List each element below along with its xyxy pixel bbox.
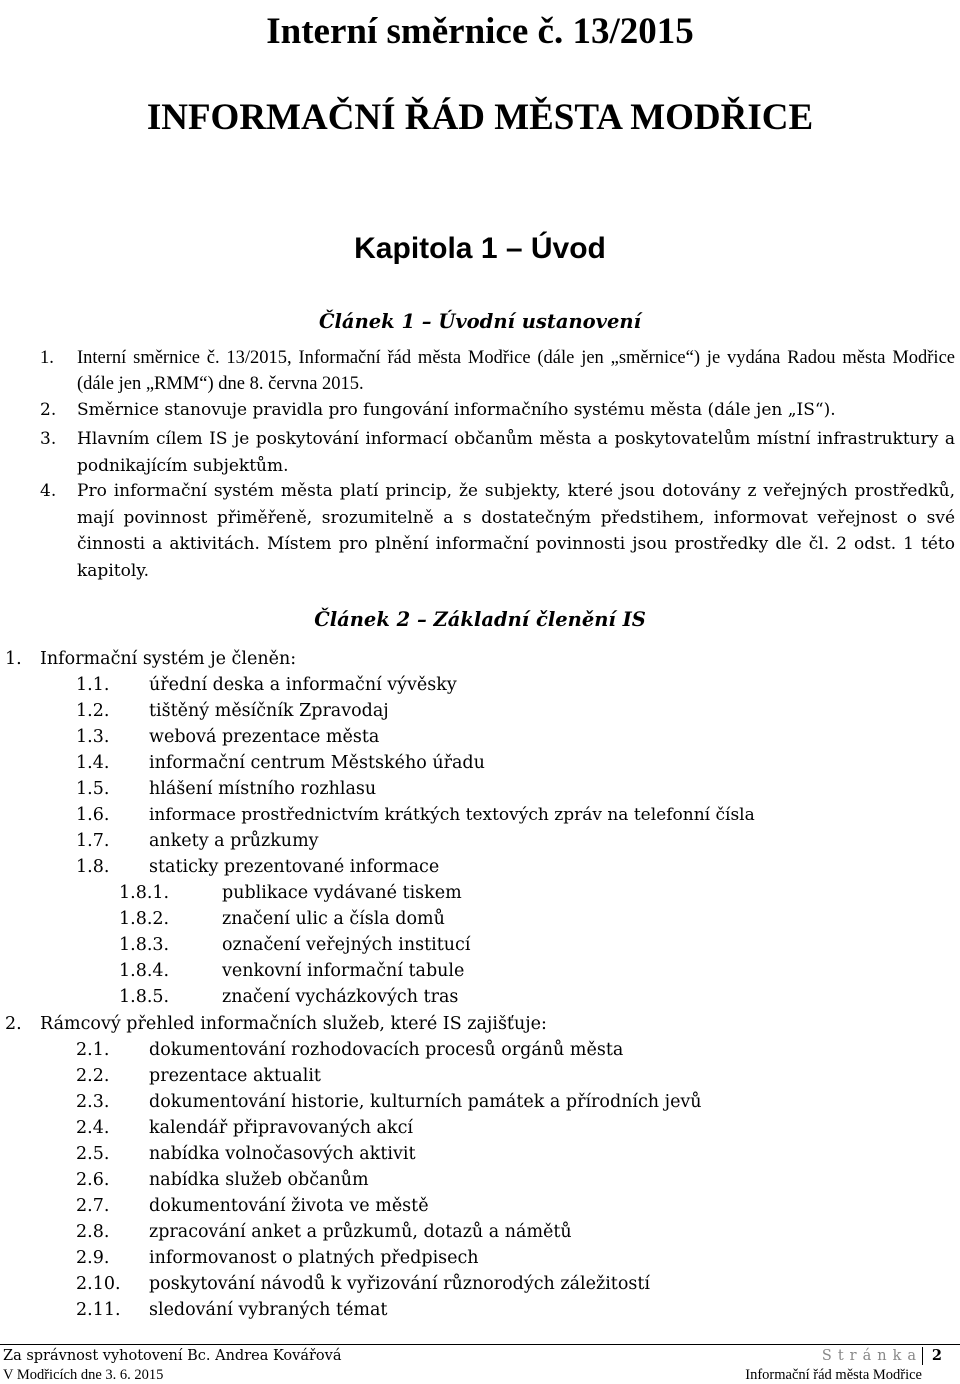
item-number: 2.4. — [76, 1118, 110, 1138]
chapter-heading: Kapitola 1 – Úvod — [354, 232, 606, 265]
item-text: kalendář připravovaných akcí — [149, 1118, 413, 1138]
article-1-heading: Článek 1 – Úvodní ustanovení — [319, 310, 641, 333]
item-number: 1.8.2. — [119, 909, 170, 929]
item-text: venkovní informační tabule — [222, 961, 465, 981]
article-1-paragraph-4 — [40, 478, 955, 584]
item-text: informace prostřednictvím krátkých textových zpráv na telefonní čísla — [149, 805, 755, 825]
item-number: 2.11. — [76, 1300, 121, 1320]
item-number: 1.4. — [76, 753, 110, 773]
item-number: 2.1. — [76, 1040, 110, 1060]
item-number: 1.8.4. — [119, 961, 170, 981]
item-text: značení vycházkových tras — [222, 987, 459, 1007]
item-text: hlášení místního rozhlasu — [149, 779, 377, 799]
item-text: prezentace aktualit — [149, 1066, 321, 1086]
item-number: 2.6. — [76, 1170, 110, 1190]
item-number: 2.5. — [76, 1144, 110, 1164]
paragraph-text: Interní směrnice č. 13/2015, Informační řád města Modřice (dále jen „směrnice“) je vydána Radou města Modřice (dále jen „RMM“) dne 8. června 2015. — [77, 348, 955, 394]
section-title: Rámcový přehled informačních služeb, které IS zajišťuje: — [40, 1014, 547, 1034]
item-text: nabídka služeb občanům — [149, 1170, 369, 1190]
item-text: dokumentování rozhodovacích procesů orgánů města — [149, 1040, 624, 1060]
paragraph-number: 1. — [40, 348, 54, 368]
page-number: 2 — [931, 1347, 942, 1364]
item-number: 1.6. — [76, 805, 110, 825]
footer-page-label — [822, 1347, 922, 1365]
page-separator — [922, 1347, 923, 1365]
item-number: 1.8. — [76, 857, 110, 877]
item-number: 1.8.5. — [119, 987, 170, 1007]
item-number: 2.8. — [76, 1222, 110, 1242]
item-number: 1.8.3. — [119, 935, 170, 955]
article-1-paragraph-2 — [40, 397, 955, 424]
section-title: Informační systém je členěn: — [40, 649, 297, 669]
paragraph-number: 3. — [40, 429, 57, 449]
item-number: 2.7. — [76, 1196, 110, 1216]
item-number: 1.3. — [76, 727, 110, 747]
item-text: úřední deska a informační vývěsky — [149, 675, 457, 695]
page-label: Stránka — [821, 1348, 922, 1364]
article-1-paragraph-1 — [40, 345, 955, 397]
item-text: zpracování anket a průzkumů, dotazů a námětů — [149, 1222, 572, 1242]
article-2-heading: Článek 2 – Základní členění IS — [314, 608, 646, 631]
item-text: ankety a průzkumy — [149, 831, 319, 851]
article-1-paragraph-3 — [40, 426, 955, 479]
paragraph-text: Pro informační systém města platí princip, že subjekty, které jsou dotovány z veřejných prostředků, mají povinnost přiměřeně, srozumitelně a s dostatečným předstihem, informovat veřejnost o své činnosti a aktivitách. Místem pro plnění informační povinnosti jsou prostředky dle čl. 2 odst. 1 této kapitoly. — [77, 481, 955, 581]
item-number: 2.9. — [76, 1248, 110, 1268]
item-text: značení ulic a čísla domů — [222, 909, 445, 929]
item-text: dokumentování historie, kulturních památek a přírodních jevů — [149, 1092, 702, 1112]
item-text: dokumentování života ve městě — [149, 1196, 429, 1216]
item-text: sledování vybraných témat — [149, 1300, 388, 1320]
item-number: 1.7. — [76, 831, 110, 851]
item-text: označení veřejných institucí — [222, 935, 471, 955]
item-number: 2.3. — [76, 1092, 110, 1112]
item-text: publikace vydávané tiskem — [222, 883, 462, 903]
item-number: 2.2. — [76, 1066, 110, 1086]
item-text: informační centrum Městského úřadu — [149, 753, 485, 773]
document-subtitle: INFORMAČNÍ ŘÁD MĚSTA MODŘICE — [146, 97, 814, 138]
footer-document-name: Informační řád města Modřice — [745, 1367, 922, 1383]
item-text: poskytování návodů k vyřizování různorodých záležitostí — [149, 1274, 650, 1294]
item-text: nabídka volnočasových aktivit — [149, 1144, 416, 1164]
item-number: 1.1. — [76, 675, 110, 695]
item-text: tištěný měsíčník Zpravodaj — [149, 701, 389, 721]
section-number: 2. — [5, 1014, 22, 1034]
item-text: webová prezentace města — [149, 727, 380, 747]
paragraph-text: Směrnice stanovuje pravidla pro fungování informačního systému města (dále jen „IS“). — [77, 400, 836, 420]
item-number: 2.10. — [76, 1274, 121, 1294]
item-number: 1.8.1. — [119, 883, 170, 903]
paragraph-number: 2. — [40, 400, 57, 420]
paragraph-number: 4. — [40, 481, 57, 501]
document-title: Interní směrnice č. 13/2015 — [266, 11, 694, 52]
item-number: 1.2. — [76, 701, 110, 721]
footer-date: V Modřicích dne 3. 6. 2015 — [3, 1367, 164, 1383]
section-number: 1. — [5, 649, 22, 669]
item-text: staticky prezentované informace — [149, 857, 440, 877]
item-number: 1.5. — [76, 779, 110, 799]
item-text: informovanost o platných předpisech — [149, 1248, 479, 1268]
footer-divider — [0, 1344, 960, 1345]
paragraph-text: Hlavním cílem IS je poskytování informací občanům města a poskytovatelům místní infrastruktury a podnikajícím subjektům. — [77, 429, 955, 476]
footer-responsible: Za správnost vyhotovení Bc. Andrea Kovářová — [3, 1348, 342, 1364]
